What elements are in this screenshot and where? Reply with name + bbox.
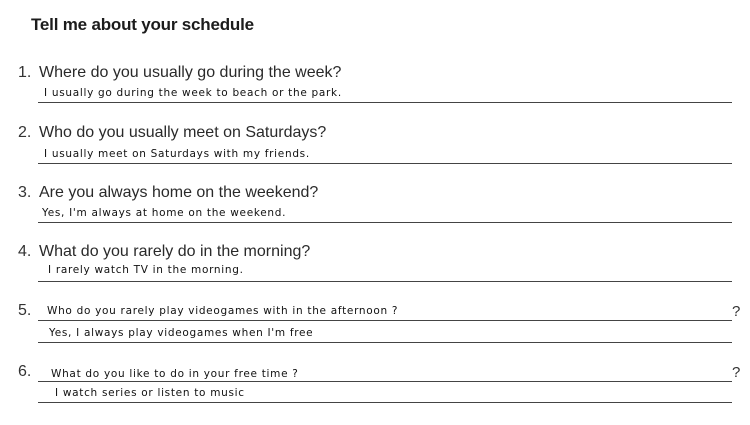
handwritten-answer: I rarely watch TV in the morning. xyxy=(48,264,244,276)
question-text: Are you always home on the weekend? xyxy=(39,184,319,201)
question-number: 2. xyxy=(18,124,32,141)
answer-line xyxy=(38,163,732,164)
answer-line xyxy=(38,342,732,343)
question-text: Where do you usually go during the week? xyxy=(39,64,342,81)
answer-line xyxy=(38,281,732,282)
question-number: 1. xyxy=(18,64,32,81)
question-number: 4. xyxy=(18,243,32,260)
handwritten-answer: I usually meet on Saturdays with my friends. xyxy=(44,148,310,160)
question-line xyxy=(38,320,732,321)
answer-line xyxy=(38,402,732,403)
question-line xyxy=(38,381,732,382)
handwritten-answer: Yes, I always play videogames when I'm free xyxy=(49,327,314,339)
answer-line xyxy=(38,222,732,223)
handwritten-question: What do you like to do in your free time ? xyxy=(51,368,299,380)
handwritten-answer: Yes, I'm always at home on the weekend. xyxy=(42,207,287,219)
question-text: Who do you usually meet on Saturdays? xyxy=(39,124,327,141)
question-mark: ? xyxy=(732,303,741,320)
question-number: 6. xyxy=(18,363,32,380)
handwritten-answer: I usually go during the week to beach or the park. xyxy=(44,87,342,99)
question-mark: ? xyxy=(732,364,741,381)
question-number: 3. xyxy=(18,184,32,201)
handwritten-question: Who do you rarely play videogames with in the afternoon ? xyxy=(47,305,399,317)
handwritten-answer: I watch series or listen to music xyxy=(55,387,245,399)
question-text: What do you rarely do in the morning? xyxy=(39,243,311,260)
question-number: 5. xyxy=(18,302,32,319)
worksheet-title: Tell me about your schedule xyxy=(31,15,254,34)
answer-line xyxy=(38,102,732,103)
